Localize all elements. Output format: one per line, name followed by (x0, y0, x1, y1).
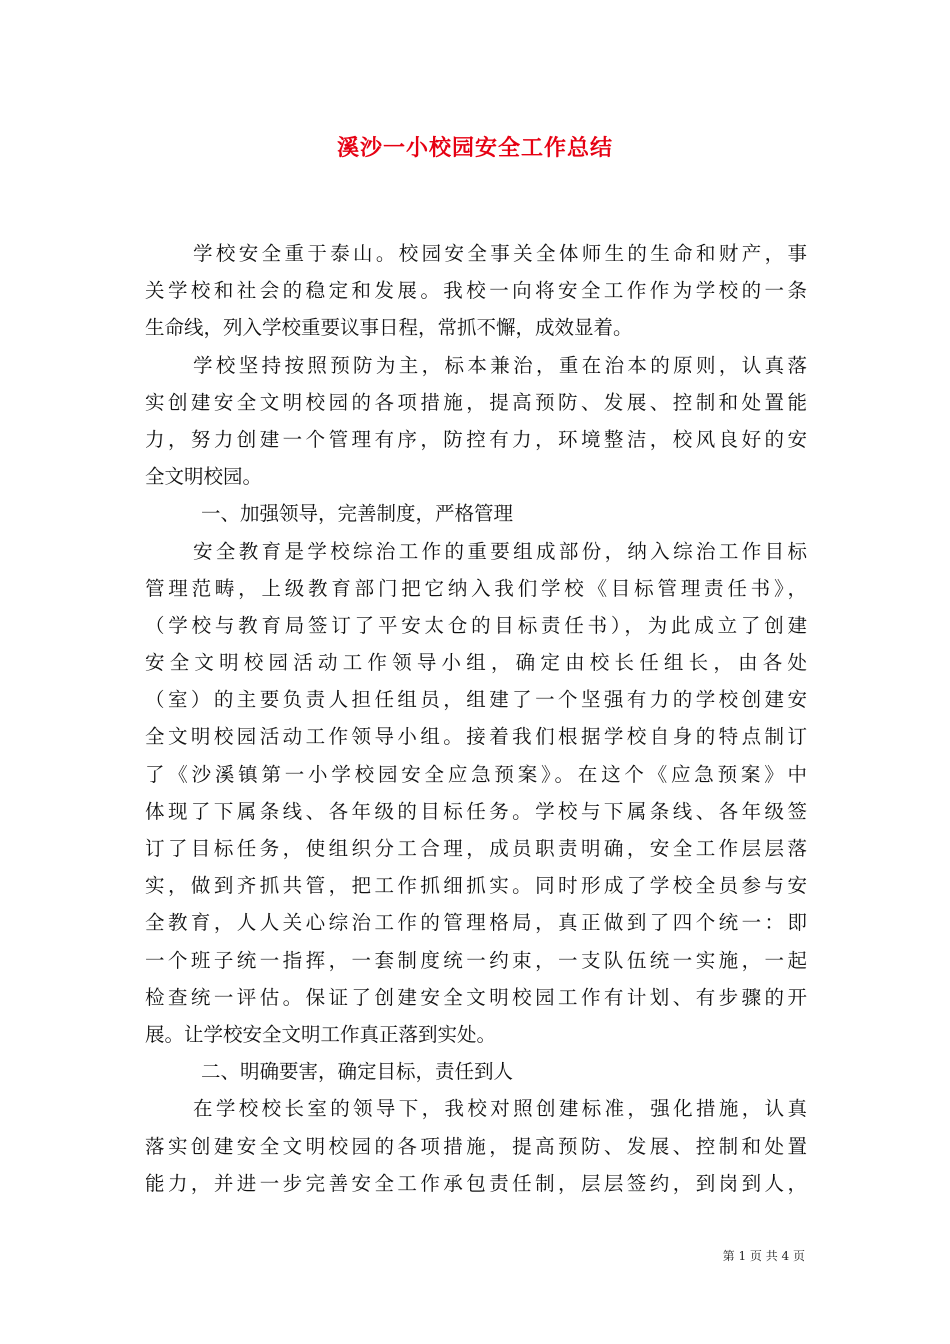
section-heading: 一、加强领导，完善制度，严格管理 (201, 502, 514, 526)
paragraph-line: 了《沙溪镇第一小学校园安全应急预案》。在这个《应急预案》中 (145, 762, 807, 786)
paragraph-line: 在学校校长室的领导下，我校对照创建标准，强化措施，认真 (193, 1097, 807, 1121)
paragraph-line: 订了目标任务，使组织分工合理，成员职责明确，安全工作层层落 (145, 837, 807, 860)
paragraph-line: 展。让学校安全文明工作真正落到实处。 (145, 1022, 497, 1046)
paragraph-line: 全教育，人人关心综治工作的管理格局，真正做到了四个统一：即 (145, 911, 807, 935)
paragraph-line: 学校坚持按照预防为主，标本兼治，重在治本的原则，认真落 (193, 353, 807, 377)
paragraph-line: 力，努力创建一个管理有序，防控有力，环境整洁，校风良好的安 (145, 427, 807, 451)
paragraph-line: 管理范畴，上级教育部门把它纳入我们学校《目标管理责任书》， (145, 576, 807, 600)
paragraph-line: 全文明校园。 (145, 465, 263, 489)
paragraph-line: 实创建安全文明校园的各项措施，提高预防、发展、控制和处置能 (145, 390, 807, 414)
document-title: 溪沙一小校园安全工作总结 (336, 135, 613, 161)
paragraph-line: 能力，并进一步完善安全工作承包责任制，层层签约，到岗到人， (145, 1171, 807, 1195)
paragraph-line: 实，做到齐抓共管，把工作抓细抓实。同时形成了学校全员参与安 (145, 874, 807, 898)
paragraph-line: 检查统一评估。保证了创建安全文明校园工作有计划、有步骤的开 (145, 985, 807, 1009)
section-heading: 二、明确要害，确定目标，责任到人 (201, 1060, 514, 1084)
paragraph-line: 生命线，列入学校重要议事日程，常抓不懈，成效显着。 (145, 316, 633, 340)
paragraph-line: 体现了下属条线、各年级的目标任务。学校与下属条线、各年级签 (145, 799, 807, 823)
page-number-footer: 第 1 页 共 4 页 (722, 1249, 805, 1263)
paragraph-line: 全文明校园活动工作领导小组。接着我们根据学校自身的特点制订 (145, 725, 807, 749)
document-body (145, 235, 807, 1202)
paragraph-line: 一个班子统一指挥，一套制度统一约束，一支队伍统一实施，一起 (145, 948, 807, 972)
paragraph-line: 落实创建安全文明校园的各项措施，提高预防、发展、控制和处置 (145, 1134, 807, 1158)
paragraph-line: （学校与教育局签订了平安太仓的目标责任书），为此成立了创建 (145, 613, 807, 637)
paragraph-line: 安全文明校园活动工作领导小组，确定由校长任组长，由各处 (145, 651, 807, 675)
paragraph-line: 学校安全重于泰山。校园安全事关全体师生的生命和财产，事 (193, 242, 807, 265)
paragraph-line: （室）的主要负责人担任组员，组建了一个坚强有力的学校创建安 (145, 688, 807, 712)
paragraph-line: 安全教育是学校综治工作的重要组成部份，纳入综治工作目标 (193, 539, 807, 563)
paragraph-line: 关学校和社会的稳定和发展。我校一向将安全工作作为学校的一条 (145, 279, 807, 303)
